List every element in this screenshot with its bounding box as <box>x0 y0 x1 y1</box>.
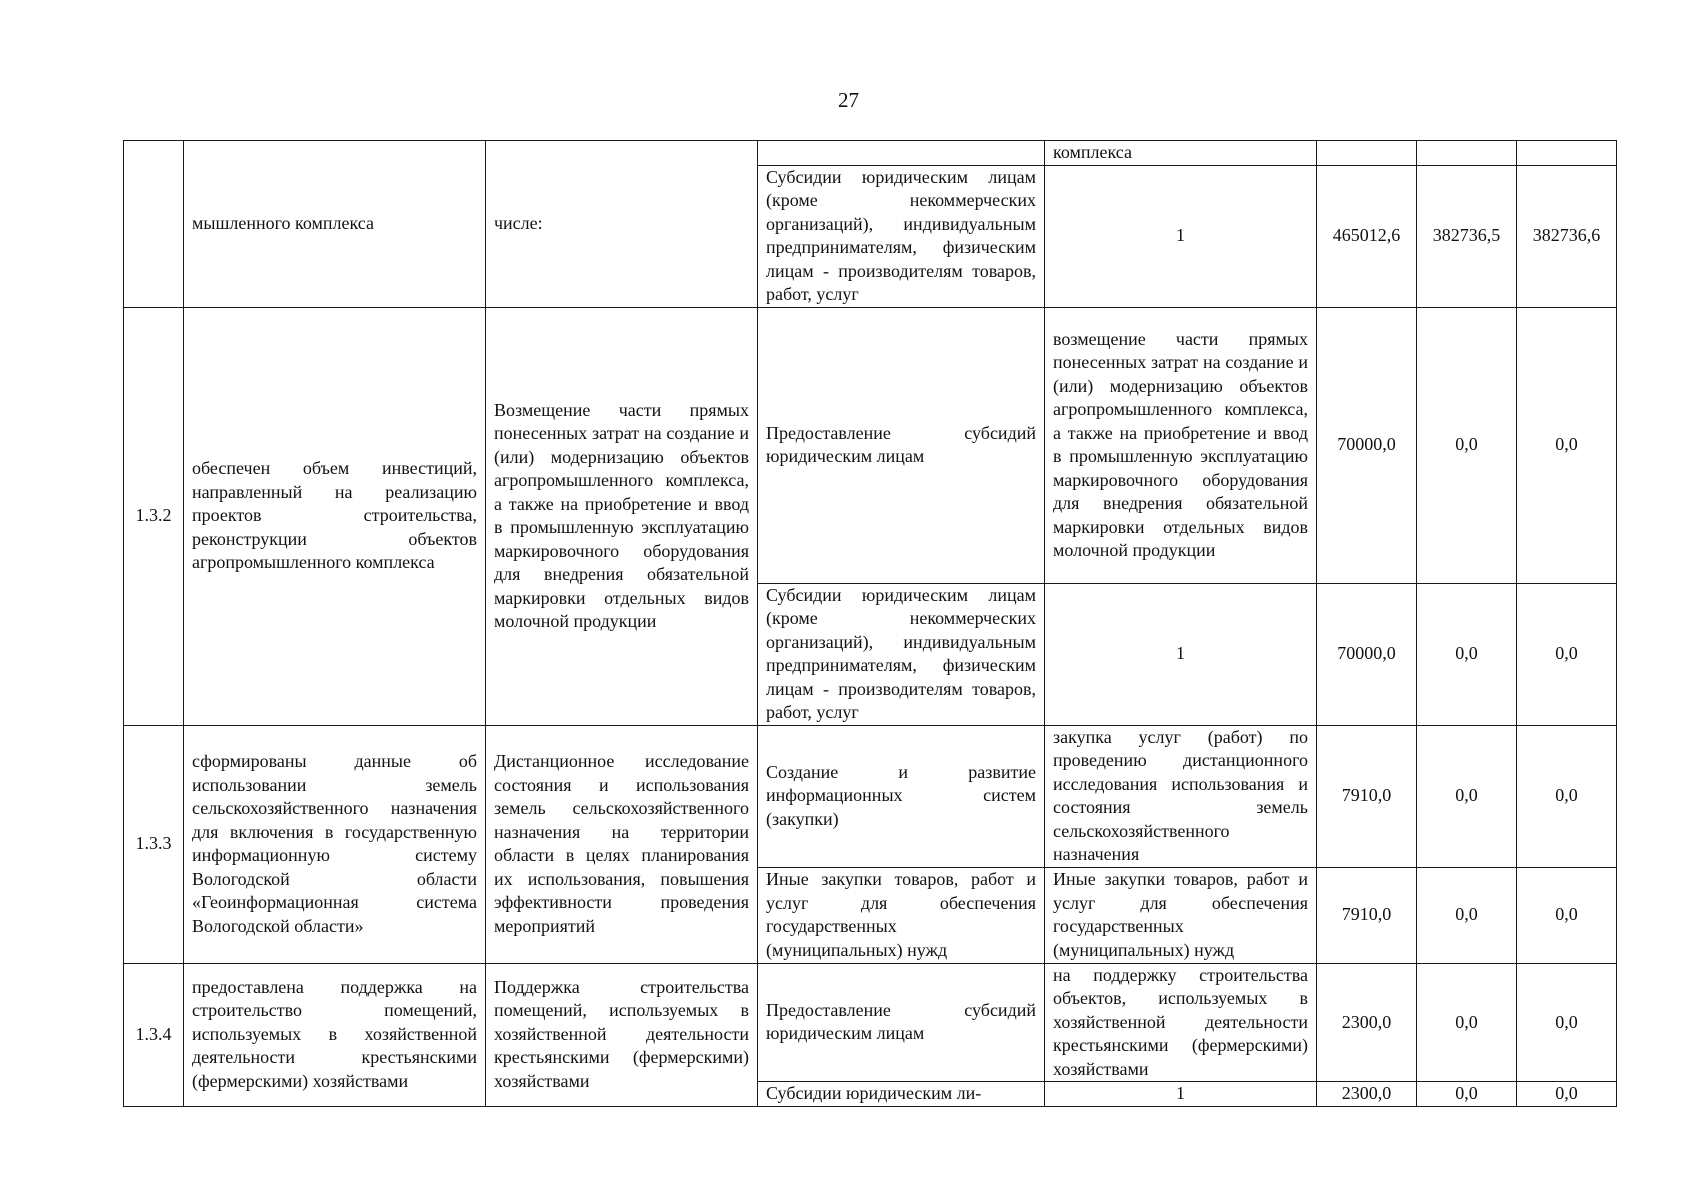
count-cell: 1 <box>1045 583 1317 725</box>
value-2023-cell: 0,0 <box>1417 1082 1517 1107</box>
code-cell: 1.3.4 <box>124 963 184 1106</box>
result-cell: мышленного комплекса <box>184 141 486 308</box>
code-cell <box>124 141 184 308</box>
table-row <box>124 307 1617 583</box>
value-2022-cell: 2300,0 <box>1317 963 1417 1082</box>
code-cell: 1.3.3 <box>124 725 184 963</box>
value-2024-cell: 0,0 <box>1517 583 1617 725</box>
direction-cell: Предоставление субсидий юридическим лицам <box>758 307 1045 583</box>
value-2022-cell: 70000,0 <box>1317 307 1417 583</box>
direction-cell <box>758 141 1045 166</box>
direction-cell: Предоставление субсидий юридическим лицам <box>758 963 1045 1082</box>
direction-cell: Создание и развитие информационных систем (закупки) <box>758 725 1045 867</box>
value-cell <box>1517 141 1617 166</box>
result-cell: сформированы данные об использовании земель сельскохозяйственного назначения для включения в государственную информационную систему Вологодской области «Геоинформационная система Вологодской области» <box>184 725 486 963</box>
direction-cell: Субсидии юридическим лицам (кроме некоммерческих организаций), индивидуальным предпринимателям, физическим лицам - производителям товаров, работ, услуг <box>758 165 1045 307</box>
value-2023-cell: 0,0 <box>1417 867 1517 963</box>
value-2024-cell: 0,0 <box>1517 1082 1617 1107</box>
direction-cell: Субсидии юридическим лицам (кроме некоммерческих организаций), индивидуальным предпринимателям, физическим лицам - производителям товаров, работ, услуг <box>758 583 1045 725</box>
direction-cell: Субсидии юридическим ли- <box>758 1082 1045 1107</box>
event-cell: числе: <box>486 141 758 308</box>
table-row <box>124 963 1617 1082</box>
value-2023-cell: 0,0 <box>1417 307 1517 583</box>
expense-cell: закупка услуг (работ) по проведению дистанционного исследования использования и состояния земель сельскохозяйственного назначения <box>1045 725 1317 867</box>
value-2022-cell: 7910,0 <box>1317 867 1417 963</box>
event-cell: Дистанционное исследование состояния и использования земель сельскохозяйственного назначения на территории области в целях планирования их использования, повышения эффективности проведения мероприятий <box>486 725 758 963</box>
expense-cell: возмещение части прямых понесенных затрат на создание и (или) модернизацию объектов агропромышленного комплекса, а также на приобретение и ввод в промышленную эксплуатацию маркировочного оборудования для внедрения обязательной маркировки отдельных видов молочной продукции <box>1045 307 1317 583</box>
table-row <box>124 141 1617 166</box>
result-cell: обеспечен объем инвестиций, направленный на реализацию проектов строительства, реконструкции объектов агропромышленного комплекса <box>184 307 486 725</box>
budget-table <box>123 140 1617 1107</box>
value-2024-cell: 0,0 <box>1517 725 1617 867</box>
value-2023-cell: 0,0 <box>1417 583 1517 725</box>
value-2024-cell: 0,0 <box>1517 963 1617 1082</box>
value-2022-cell: 465012,6 <box>1317 165 1417 307</box>
value-2023-cell: 0,0 <box>1417 725 1517 867</box>
expense-cell: Иные закупки товаров, работ и услуг для обеспечения государственных (муниципальных) нужд <box>1045 867 1317 963</box>
result-cell: предоставлена поддержка на строительство помещений, используемых в хозяйственной деятельности крестьянскими (фермерскими) хозяйствами <box>184 963 486 1106</box>
value-2024-cell: 382736,6 <box>1517 165 1617 307</box>
table-row <box>124 725 1617 867</box>
expense-cell: комплекса <box>1045 141 1317 166</box>
direction-cell: Иные закупки товаров, работ и услуг для обеспечения государственных (муниципальных) нужд <box>758 867 1045 963</box>
code-cell: 1.3.2 <box>124 307 184 725</box>
count-cell: 1 <box>1045 165 1317 307</box>
page-number: 27 <box>838 88 859 112</box>
value-2022-cell: 2300,0 <box>1317 1082 1417 1107</box>
value-2023-cell: 0,0 <box>1417 963 1517 1082</box>
value-2024-cell: 0,0 <box>1517 867 1617 963</box>
value-2024-cell: 0,0 <box>1517 307 1617 583</box>
expense-cell: на поддержку строительства объектов, используемых в хозяйственной деятельности крестьянскими (фермерскими) хозяйствами <box>1045 963 1317 1082</box>
event-cell: Поддержка строительства помещений, используемых в хозяйственной деятельности крестьянскими (фермерскими) хозяйствами <box>486 963 758 1106</box>
value-cell <box>1317 141 1417 166</box>
count-cell: 1 <box>1045 1082 1317 1107</box>
event-cell: Возмещение части прямых понесенных затрат на создание и (или) модернизацию объектов агропромышленного комплекса, а также на приобретение и ввод в промышленную эксплуатацию маркировочного оборудования для внедрения обязательной маркировки отдельных видов молочной продукции <box>486 307 758 725</box>
value-2022-cell: 70000,0 <box>1317 583 1417 725</box>
value-2023-cell: 382736,5 <box>1417 165 1517 307</box>
value-cell <box>1417 141 1517 166</box>
value-2022-cell: 7910,0 <box>1317 725 1417 867</box>
